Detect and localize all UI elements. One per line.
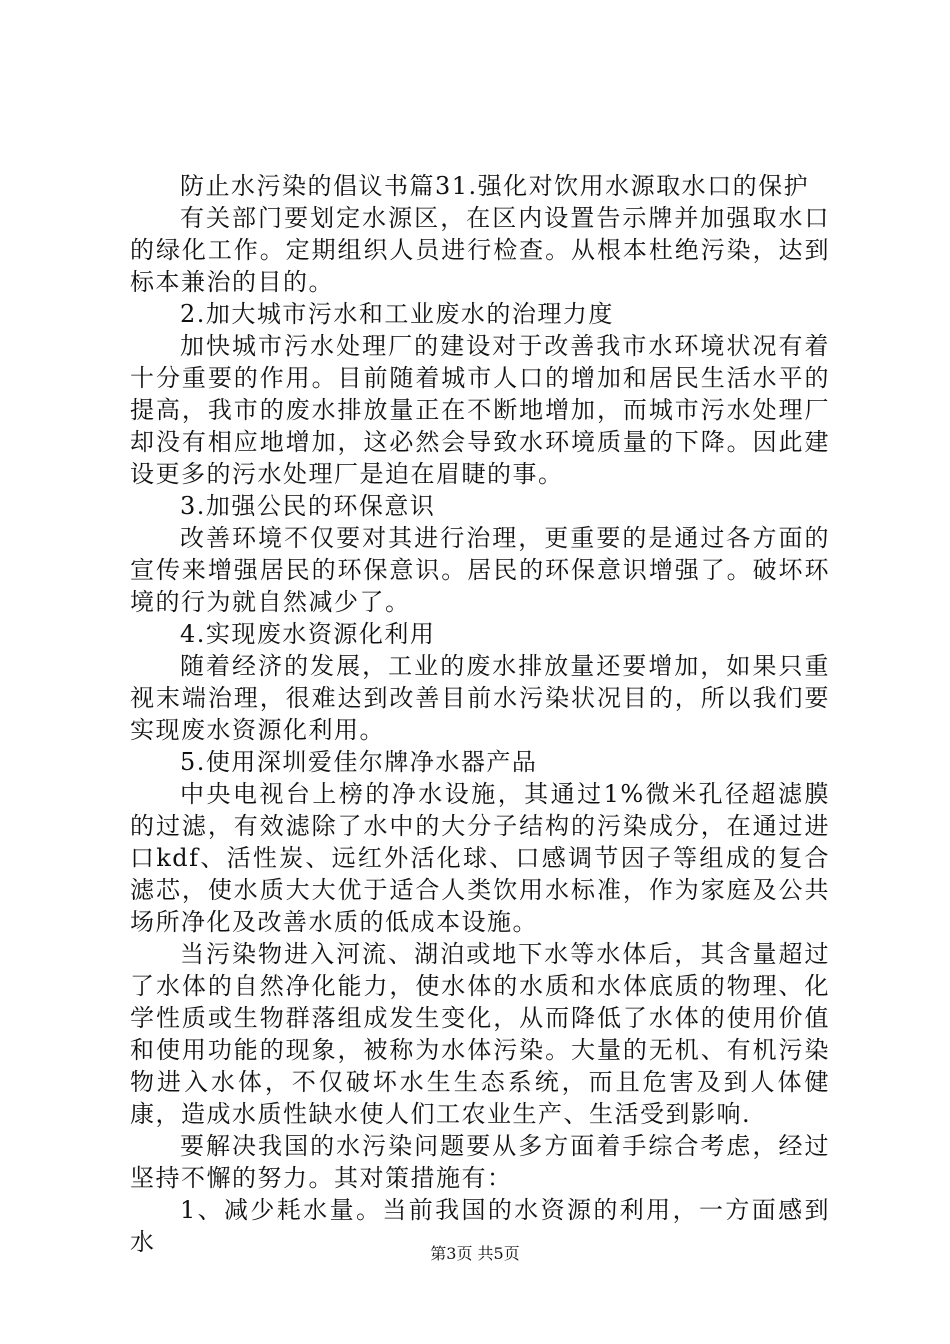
- paragraph-title: 防止水污染的倡议书篇31.强化对饮用水源取水口的保护: [180, 172, 810, 200]
- page-footer: 第3页 共5页: [430, 1244, 520, 1263]
- paragraph: 1、减少耗水量。当前我国的水资源的利用，一方面感到水: [130, 1196, 830, 1256]
- paragraph: 当污染物进入河流、湖泊或地下水等水体后，其含量超过了水体的自然净化能力，使水体的水质和水体底质的物理、化学性质或生物群落组成发生变化，从而降低了水体的使用价值和使用功能的现象，被称为水体污染。大量的无机、有机污染物进入水体，不仅破坏水生生态系统，而且危害及到人体健康，造成水质性缺水使人们工农业生产、生活受到影响.: [130, 940, 830, 1128]
- paragraph: 有关部门要划定水源区，在区内设置告示牌并加强取水口的绿化工作。定期组织人员进行检查。从根本杜绝污染，达到标本兼治的目的。: [130, 204, 830, 296]
- document-body: [130, 170, 830, 1258]
- paragraph-heading-3: 3.加强公民的环保意识: [180, 492, 436, 520]
- paragraph: 随着经济的发展，工业的废水排放量还要增加，如果只重视末端治理，很难达到改善目前水污染状况目的，所以我们要实现废水资源化利用。: [130, 652, 830, 744]
- paragraph-heading-2: 2.加大城市污水和工业废水的治理力度: [180, 300, 614, 328]
- paragraph: 中央电视台上榜的净水设施，其通过1%微米孔径超滤膜的过滤，有效滤除了水中的大分子结构的污染成分，在通过进口kdf、活性炭、远红外活化球、口感调节因子等组成的复合滤芯，使水质大大优于适合人类饮用水标准，作为家庭及公共场所净化及改善水质的低成本设施。: [130, 780, 830, 936]
- paragraph: 改善环境不仅要对其进行治理，更重要的是通过各方面的宣传来增强居民的环保意识。居民的环保意识增强了。破坏环境的行为就自然减少了。: [130, 524, 830, 616]
- paragraph: 加快城市污水处理厂的建设对于改善我市水环境状况有着十分重要的作用。目前随着城市人口的增加和居民生活水平的提高，我市的废水排放量正在不断地增加，而城市污水处理厂却没有相应地增加，这必然会导致水环境质量的下降。因此建设更多的污水处理厂是迫在眉睫的事。: [130, 332, 830, 488]
- paragraph-heading-4: 4.实现废水资源化利用: [180, 620, 436, 648]
- paragraph: 要解决我国的水污染问题要从多方面着手综合考虑，经过坚持不懈的努力。其对策措施有：: [130, 1132, 830, 1192]
- paragraph-heading-5: 5.使用深圳爱佳尔牌净水器产品: [180, 748, 538, 776]
